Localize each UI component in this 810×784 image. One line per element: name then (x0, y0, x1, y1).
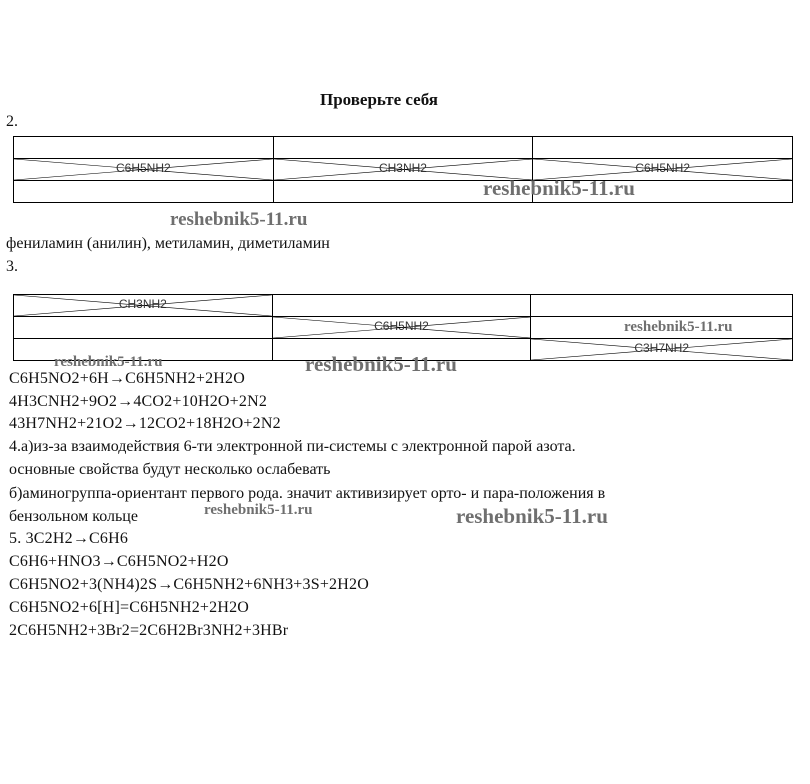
table-cell (273, 137, 533, 159)
question-4-line: бензольном кольце (9, 508, 138, 525)
table-cell (14, 159, 274, 181)
question-2-table (13, 136, 793, 203)
question-5-line: 5. 3C2H2→C6H6 (9, 530, 129, 547)
watermark: reshebnik5-11.ru (456, 504, 608, 528)
page-title: Проверьте себя (320, 90, 438, 109)
watermark: reshebnik5-11.ru (305, 352, 457, 376)
equation-line: 43H7NH2+21O2→12CO2+18H2O+2N2 (9, 415, 281, 432)
question-4-line: основные свойства будут несколько ослабевать (9, 461, 331, 478)
question-4-line: б)аминогруппа-ориентант первого рода. значит активизирует орто- и пара-положения в (9, 485, 606, 502)
watermark: reshebnik5-11.ru (624, 319, 733, 335)
equation-line: 4H3CNH2+9O2→4CO2+10H2O+2N2 (9, 393, 268, 410)
cell-formula: C6H5NH2 (635, 161, 690, 175)
equation-line: C6H5NO2+6H→C6H5NH2+2H2O (9, 370, 245, 387)
cell-formula: CH3NH2 (378, 161, 427, 175)
table-cell (14, 137, 274, 159)
cell-formula: C6H5NH2 (374, 319, 429, 333)
question-3-number: 3. (6, 258, 18, 275)
watermark: reshebnik5-11.ru (483, 176, 635, 200)
watermark: reshebnik5-11.ru (170, 209, 308, 230)
table-cell (531, 295, 793, 317)
table-cell (14, 181, 274, 203)
question-5-line: C6H5NO2+6[H]=C6H5NH2+2H2O (9, 599, 250, 616)
question-5-line: C6H5NO2+3(NH4)2S→C6H5NH2+6NH3+3S+2H2O (9, 576, 369, 593)
question-2-answer: фениламин (анилин), метиламин, диметиламин (6, 235, 330, 252)
question-4-line: 4.а)из-за взаимодействия 6-ти электронной пи-системы с электронной парой азота. (9, 438, 576, 455)
table-cell (533, 137, 793, 159)
watermark: reshebnik5-11.ru (204, 502, 313, 518)
question-2-number: 2. (6, 113, 18, 130)
table-cell (531, 339, 793, 361)
cell-formula: C6H5NH2 (115, 161, 171, 175)
table-cell (14, 295, 273, 317)
cell-formula: CH3NH2 (118, 297, 167, 311)
cell-formula: C3H7NH2 (634, 341, 689, 355)
table-cell (272, 317, 531, 339)
table-cell (272, 295, 531, 317)
question-5-line: 2C6H5NH2+3Br2=2C6H2Br3NH2+3HBr (9, 622, 289, 639)
watermark: reshebnik5-11.ru (54, 354, 163, 370)
table-cell (14, 317, 273, 339)
question-5-line: C6H6+HNO3→C6H5NO2+H2O (9, 553, 229, 570)
